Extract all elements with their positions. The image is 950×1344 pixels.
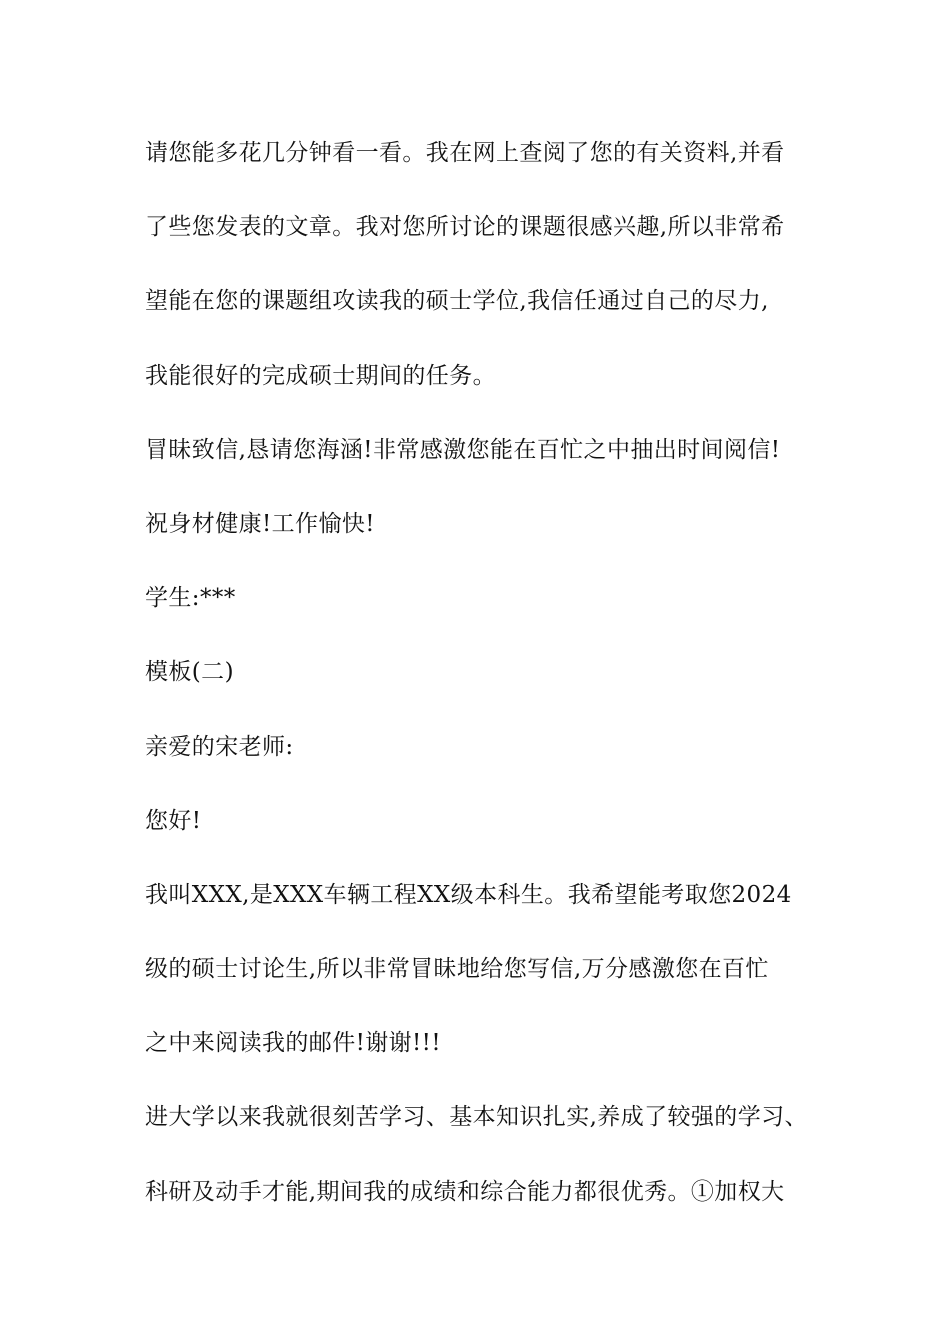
text-line: 望能在您的课题组攻读我的硕士学位,我信任通过自己的尽力, [145, 288, 769, 315]
text-line: 科研及动手才能,期间我的成绩和综合能力都很优秀。①加权大 [145, 1178, 785, 1205]
greeting: 您好! [145, 807, 202, 834]
text-line: 进大学以来我就很刻苦学习、基本知识扎实,养成了较强的学习、 [145, 1104, 808, 1131]
text-line: 请您能多花几分钟看一看。我在网上查阅了您的有关资料,并看 [145, 140, 785, 166]
text-line: 我叫XXX,是XXX车辆工程XX级本科生。我希望能考取您2024 [145, 881, 792, 908]
text-line: 之中来阅读我的邮件!谢谢!!! [145, 1030, 441, 1057]
text-line: 级的硕士讨论生,所以非常冒昧地给您写信,万分感激您在百忙 [145, 956, 769, 983]
template-heading: 模板(二) [145, 659, 234, 686]
closing-wish: 祝身材健康!工作愉快! [145, 510, 375, 537]
text-line: 我能很好的完成硕士期间的任务。 [145, 362, 496, 389]
text-line: 了些您发表的文章。我对您所讨论的课题很感兴趣,所以非常希 [145, 214, 785, 241]
letter-body [145, 116, 835, 1229]
salutation: 亲爱的宋老师: [145, 733, 294, 760]
text-line: 冒昧致信,恳请您海涵!非常感激您能在百忙之中抽出时间阅信! [145, 436, 781, 463]
signature: 学生:*** [145, 585, 236, 612]
